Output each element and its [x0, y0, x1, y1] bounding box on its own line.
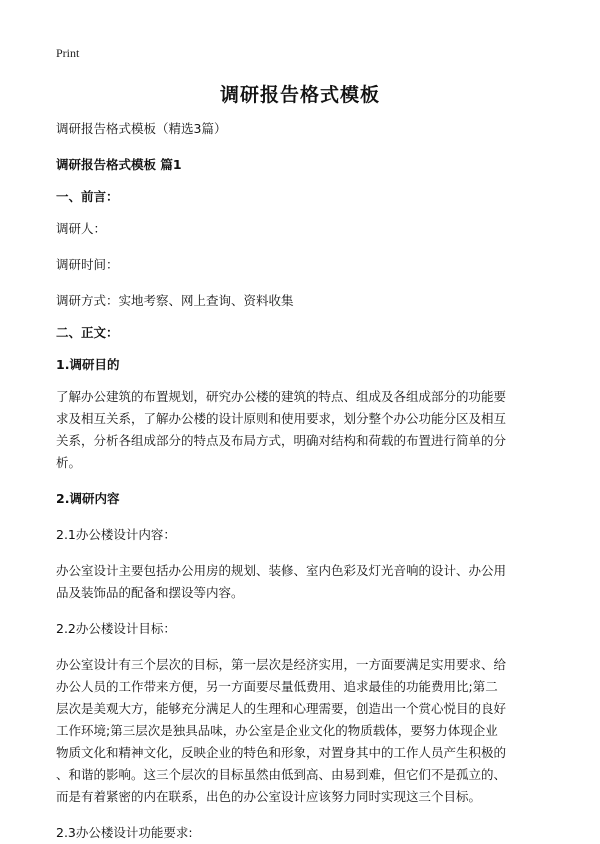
text-line: 物质文化和精神文化，反映企业的特色和形象，对置身其中的工作人员产生积极的: [56, 745, 507, 760]
purpose-paragraph: [56, 386, 548, 474]
text-line: 办公人员的工作带来方便，另一方面要尽量低费用、追求最佳的功能费用比;第二: [56, 679, 498, 694]
print-label: Print: [56, 46, 80, 60]
purpose-heading: 1.调研目的: [56, 357, 120, 372]
content-heading: 2.调研内容: [56, 491, 120, 506]
time-field: 调研时间：: [56, 257, 119, 272]
text-line: 了解办公建筑的布置规划，研究办公楼的建筑的特点、组成及各组成部分的功能要: [56, 389, 507, 404]
text-line: 工作环境;第三层次是独具品味，办公室是企业文化的物质载体，要努力体现企业: [56, 723, 498, 738]
researcher-field: 调研人：: [56, 221, 107, 236]
subsection-2-heading: 2.2办公楼设计目标：: [56, 621, 176, 636]
text-line: 办公室设计有三个层次的目标，第一层次是经济实用，一方面要满足实用要求、给: [56, 657, 507, 672]
preface-heading: 一、前言：: [56, 189, 119, 204]
subsection-1-heading: 2.1办公楼设计内容：: [56, 527, 176, 542]
subsection-3-heading: 2.3办公楼设计功能要求:: [56, 825, 193, 840]
text-line: 办公室设计主要包括办公用房的规划、装修、室内色彩及灯光音响的设计、办公用: [56, 563, 507, 578]
text-line: 、和谐的影响。这三个层次的目标虽然由低到高、由易到难，但它们不是孤立的、: [56, 767, 507, 782]
text-line: 层次是美观大方，能够充分满足人的生理和心理需要，创造出一个赏心悦目的良好: [56, 701, 507, 716]
text-line: 求及相互关系，了解办公楼的设计原则和使用要求，划分整个办公功能分区及相互: [56, 411, 507, 426]
document-body: [56, 118, 548, 844]
subtitle: 调研报告格式模板（精选3篇）: [56, 121, 227, 136]
text-line: 而是有着紧密的内在联系，出色的办公室设计应该努力同时实现这三个目标。: [56, 789, 482, 804]
document-title: 调研报告格式模板: [219, 84, 380, 106]
subsection-2-paragraph: [56, 654, 548, 808]
text-line: 品及装饰品的配备和摆设等内容。: [56, 585, 244, 600]
method-field: 调研方式：实地考察、网上查询、资料收集: [56, 293, 294, 308]
subsection-1-paragraph: [56, 560, 548, 604]
text-line: 析。: [56, 455, 82, 470]
section-heading: 调研报告格式模板 篇1: [56, 157, 182, 172]
text-line: 关系，分析各组成部分的特点及布局方式，明确对结构和荷载的布置进行简单的分: [56, 433, 507, 448]
main-heading: 二、正文：: [56, 325, 119, 340]
